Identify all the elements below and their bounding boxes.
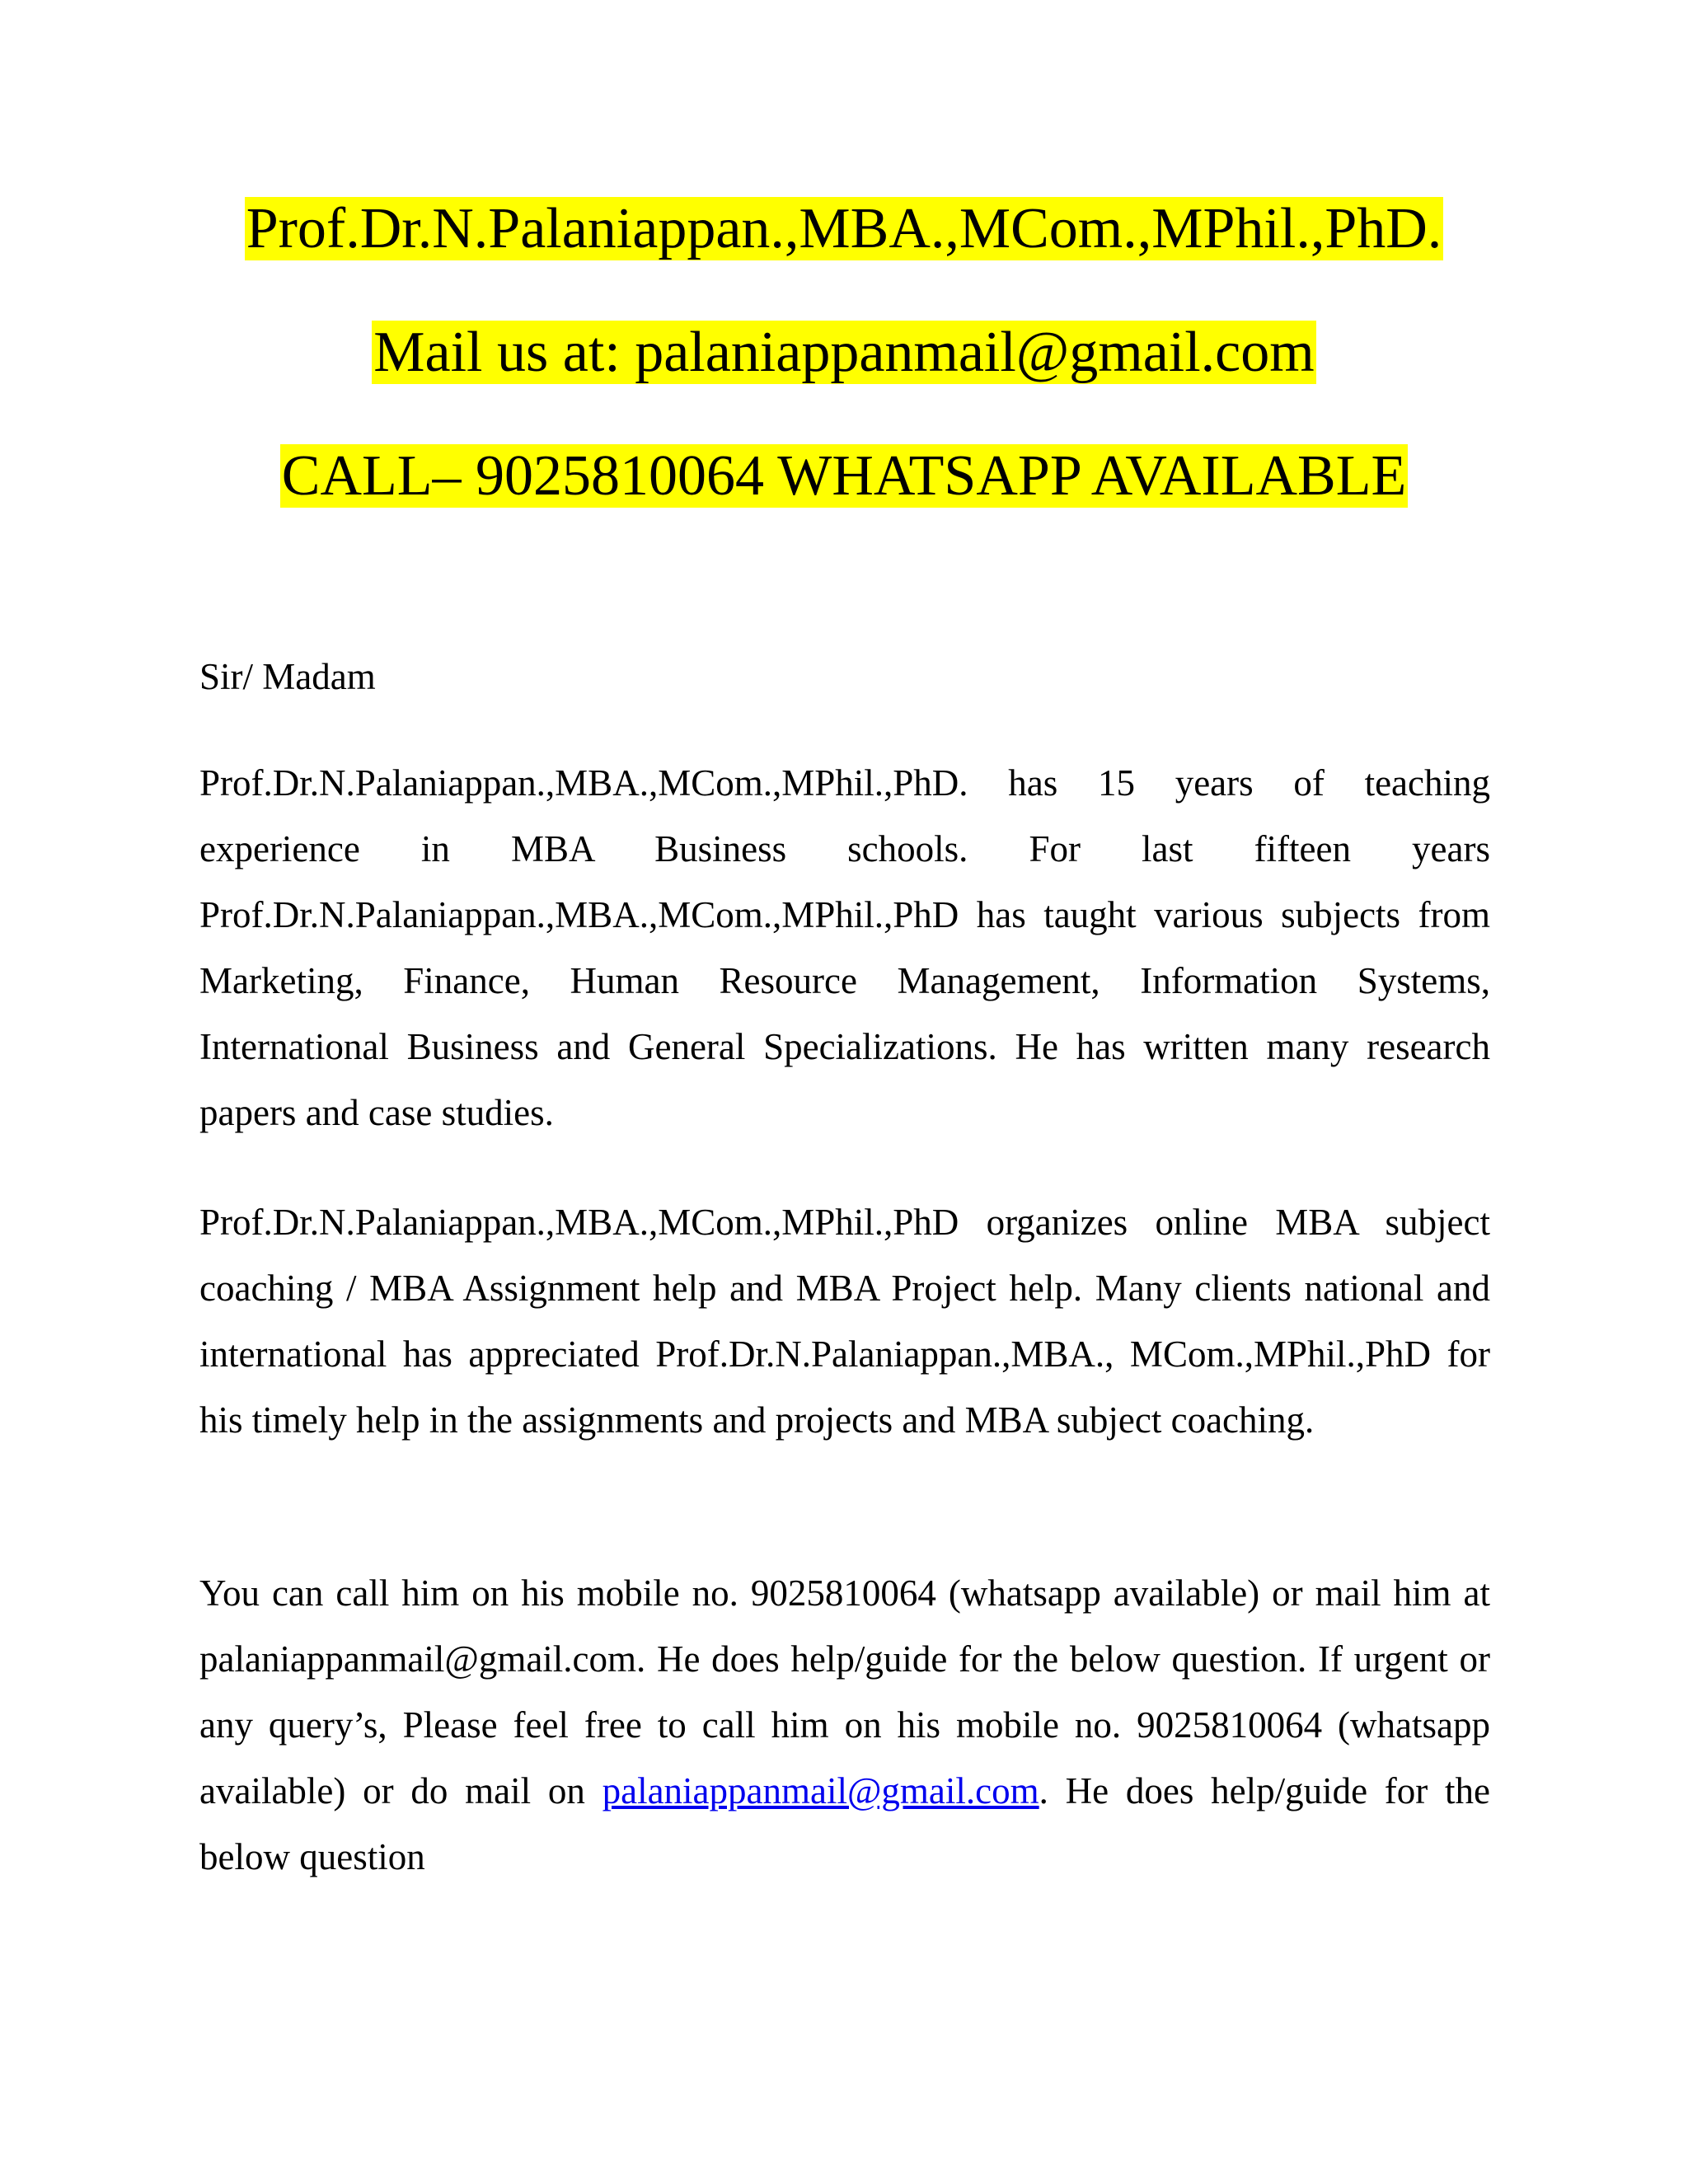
header-mail-text: Mail us at: palaniappanmail@gmail.com: [373, 321, 1315, 384]
header-call-text: CALL– 9025810064 WHATSAPP AVAILABLE: [281, 444, 1407, 508]
salutation: Sir/ Madam: [199, 656, 376, 697]
contact-text-before-link: You can call him on his mobile no. 9025810064 (whatsapp available) or mail him at palaniappanmail@gmail.com. He does help/guide for the below question. If urgent or any query’s, Please feel free to call him on his mobile no. 9025810064 (whatsapp available) or do mail on: [199, 1572, 1490, 1811]
email-link[interactable]: palaniappanmail@gmail.com: [602, 1770, 1039, 1811]
header-name-text: Prof.Dr.N.Palaniappan.,MBA.,MCom.,MPhil.,PhD.: [246, 197, 1442, 260]
paragraph-services: Prof.Dr.N.Palaniappan.,MBA.,MCom.,MPhil.,PhD organizes online MBA subject coaching / MBA Assignment help and MBA Project help. Many clients national and international has appreciated Prof.Dr.N.Palaniappan.,MBA., MCom.,MPhil.,PhD for his timely help in the assignments and projects and MBA subject coaching.: [199, 1202, 1490, 1441]
paragraph-experience: Prof.Dr.N.Palaniappan.,MBA.,MCom.,MPhil.,PhD. has 15 years of teaching experience in MBA Business schools. For last fifteen years Prof.Dr.N.Palaniappan.,MBA.,MCom.,MPhil.,PhD has taught various subjects from Marketing, Finance, Human Resource Management, Information Systems, International Business and General Specializations. He has written many research papers and case studies.: [199, 762, 1490, 1133]
header-mail-line: [0, 318, 1688, 387]
header-call-line: [0, 442, 1688, 511]
paragraph-contact: [199, 1560, 1490, 1890]
contact-text-after-link: . He does help/guide for the below question: [199, 1770, 1490, 1877]
header-name-line: [0, 194, 1688, 264]
